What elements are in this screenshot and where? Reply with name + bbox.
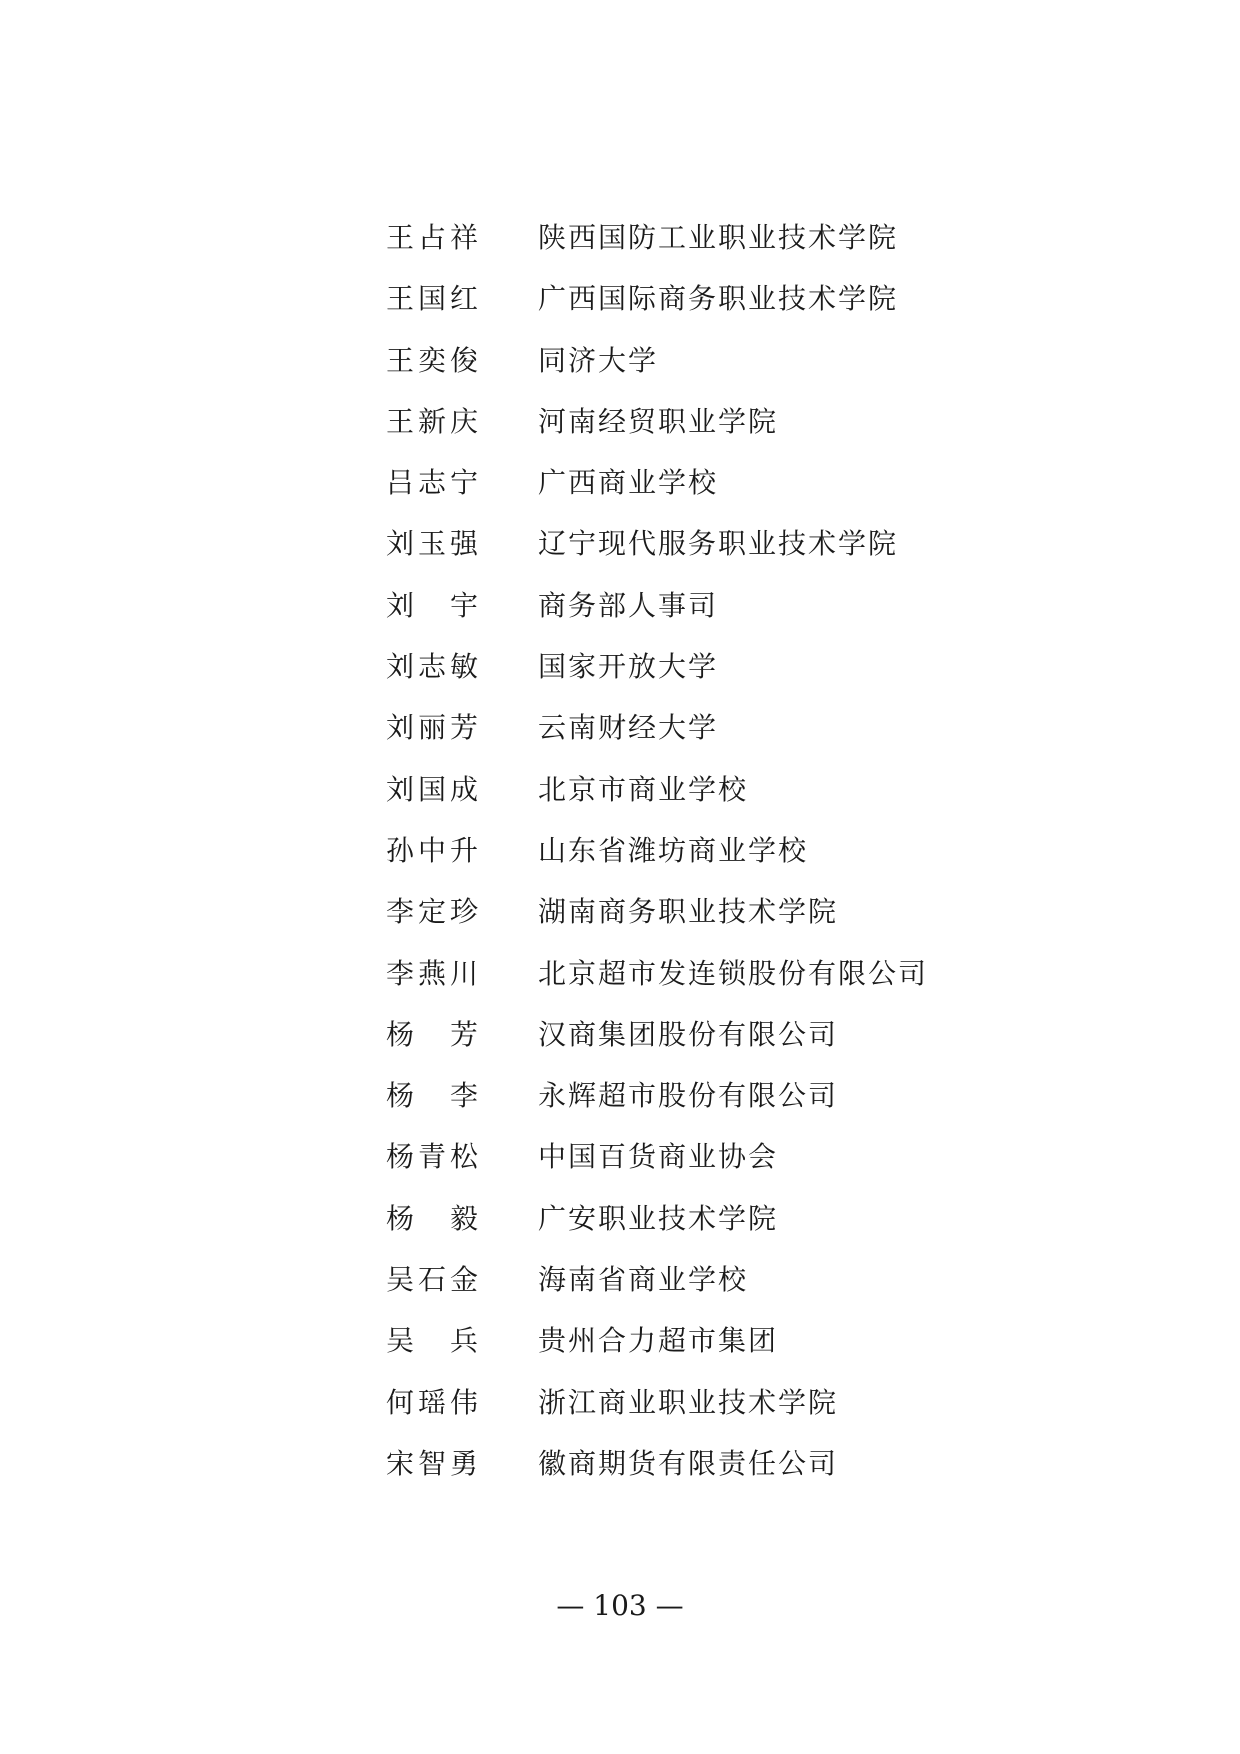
list-item [386, 588, 928, 649]
member-organization: 永辉超市股份有限公司 [538, 1079, 839, 1113]
list-item [386, 220, 928, 281]
member-organization: 北京市商业学校 [538, 772, 749, 806]
member-organization: 广西商业学校 [538, 466, 719, 500]
member-name: 吴石金 [386, 1263, 483, 1297]
list-item [386, 1323, 928, 1384]
member-name: 王新庆 [386, 404, 483, 438]
member-organization: 贵州合力超市集团 [538, 1324, 779, 1358]
list-item [386, 281, 928, 342]
list-item [386, 710, 928, 771]
member-name: 吴 兵 [386, 1324, 483, 1358]
member-organization: 国家开放大学 [538, 650, 719, 684]
member-organization: 北京超市发连锁股份有限公司 [538, 956, 929, 990]
member-name: 吕志宁 [386, 466, 483, 500]
member-organization: 辽宁现代服务职业技术学院 [538, 527, 899, 561]
member-organization: 商务部人事司 [538, 588, 719, 622]
member-name: 杨青松 [386, 1140, 483, 1174]
member-name: 王占祥 [386, 221, 483, 254]
list-item [386, 1385, 928, 1446]
member-organization: 汉商集团股份有限公司 [538, 1017, 839, 1051]
list-item [386, 465, 928, 526]
member-name: 杨 毅 [386, 1201, 483, 1235]
list-item [386, 526, 928, 587]
member-organization: 浙江商业职业技术学院 [538, 1385, 839, 1419]
list-item [386, 1017, 928, 1078]
page-number: — 103 — [556, 1589, 684, 1622]
list-item [386, 894, 928, 955]
list-item [386, 404, 928, 465]
member-organization: 山东省潍坊商业学校 [538, 833, 809, 867]
member-organization: 中国百货商业协会 [538, 1140, 779, 1174]
member-organization: 海南省商业学校 [538, 1263, 749, 1297]
member-name: 何瑶伟 [386, 1385, 483, 1419]
member-name: 刘丽芳 [386, 711, 483, 745]
member-name: 宋智勇 [386, 1446, 483, 1480]
member-name: 刘国成 [386, 772, 483, 806]
list-item [386, 1262, 928, 1323]
member-name: 刘 宇 [386, 588, 483, 622]
member-organization: 同济大学 [538, 343, 659, 377]
member-organization: 广西国际商务职业技术学院 [538, 282, 899, 316]
member-name: 杨 芳 [386, 1017, 483, 1051]
member-organization: 广安职业技术学院 [538, 1201, 779, 1235]
list-item [386, 1201, 928, 1262]
member-name: 杨 李 [386, 1079, 483, 1113]
list-item [386, 1139, 928, 1200]
member-organization: 徽商期货有限责任公司 [538, 1446, 839, 1480]
list-item [386, 1446, 928, 1507]
member-organization: 湖南商务职业技术学院 [538, 895, 839, 929]
member-name: 王奕俊 [386, 343, 483, 377]
list-item [386, 649, 928, 710]
member-list [386, 220, 928, 1507]
list-item [386, 833, 928, 894]
list-item [386, 1078, 928, 1139]
member-organization: 陕西国防工业职业技术学院 [538, 221, 899, 254]
member-name: 李燕川 [386, 956, 483, 990]
member-name: 刘志敏 [386, 650, 483, 684]
member-name: 孙中升 [386, 833, 483, 867]
member-name: 刘玉强 [386, 527, 483, 561]
list-item [386, 772, 928, 833]
member-organization: 云南财经大学 [538, 711, 719, 745]
member-name: 李定珍 [386, 895, 483, 929]
list-item [386, 956, 928, 1017]
member-organization: 河南经贸职业学院 [538, 404, 779, 438]
member-name: 王国红 [386, 282, 483, 316]
list-item [386, 343, 928, 404]
